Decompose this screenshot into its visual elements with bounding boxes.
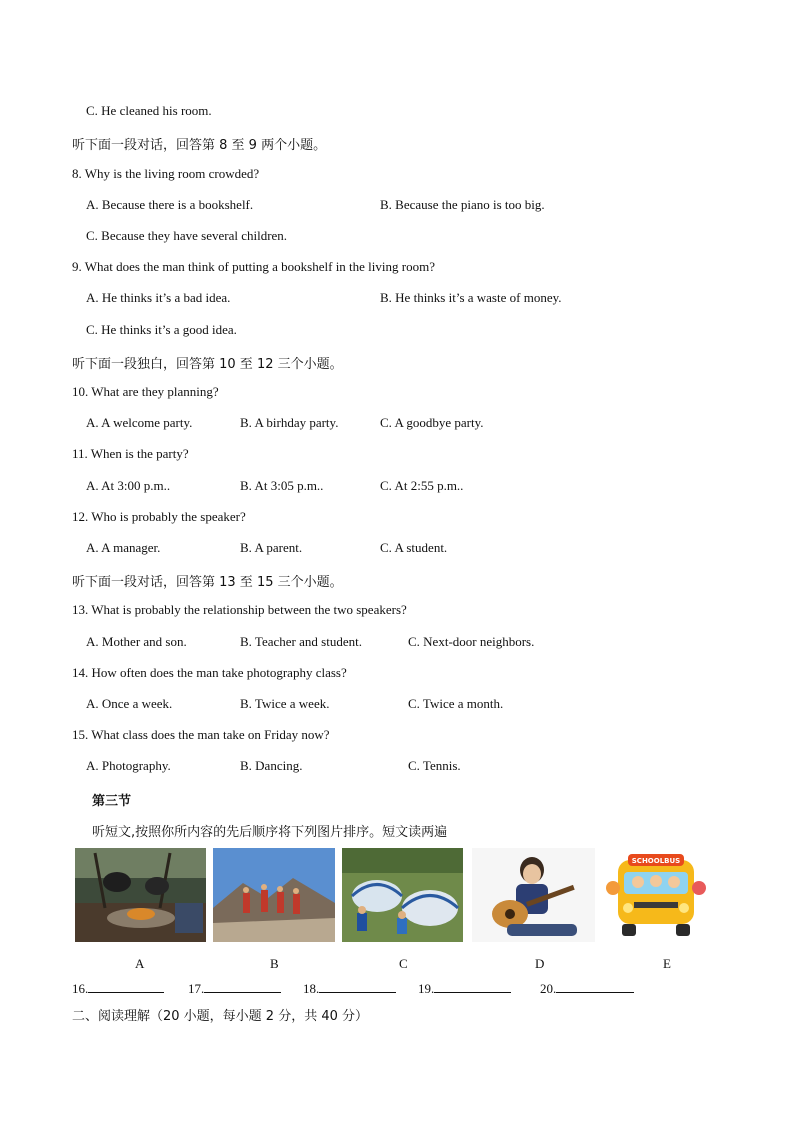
q10-option-a: A. A welcome party. <box>86 415 193 430</box>
section-2-heading: 二、阅读理解（20 小题，每小题 2 分，共 40 分） <box>72 1009 369 1024</box>
answer-line-20[interactable] <box>556 980 634 993</box>
section-heading-13-15: 听下面一段对话，回答第 13 至 15 三个小题。 <box>72 575 343 590</box>
q10-option-b: B. A birhday party. <box>240 415 339 430</box>
q15-stem: 15. What class does the man take on Friday now? <box>72 727 330 742</box>
q8-option-a: A. Because there is a bookshelf. <box>86 197 254 212</box>
q8-option-b: B. Because the piano is too big. <box>380 197 545 212</box>
answer-line-17[interactable] <box>204 980 281 993</box>
answer-number-16: 16. <box>72 981 89 996</box>
q12-option-a: A. A manager. <box>86 540 161 555</box>
school-bus-cartoon <box>604 848 708 942</box>
q10-stem: 10. What are they planning? <box>72 384 219 399</box>
q7-option-c: C. He cleaned his room. <box>86 103 212 118</box>
q14-option-c: C. Twice a month. <box>408 696 504 711</box>
q15-option-b: B. Dancing. <box>240 758 303 773</box>
q15-option-a: A. Photography. <box>86 758 171 773</box>
school-bus-sign: SCHOOLBUS <box>631 857 681 865</box>
boy-playing-guitar-photo <box>472 848 595 942</box>
q13-stem: 13. What is probably the relationship between the two speakers? <box>72 602 407 617</box>
section-heading-10-12: 听下面一段独白，回答第 10 至 12 三个小题。 <box>72 357 343 372</box>
answer-number-17: 17. <box>188 981 205 996</box>
hiking-group-photo <box>213 848 335 942</box>
q9-stem: 9. What does the man think of putting a bookshelf in the living room? <box>72 259 435 274</box>
q9-option-a: A. He thinks it’s a bad idea. <box>86 290 231 305</box>
q11-option-c: C. At 2:55 p.m.. <box>380 478 464 493</box>
q11-option-b: B. At 3:05 p.m.. <box>240 478 324 493</box>
picture-label-e: E <box>663 956 671 971</box>
q11-option-a: A. At 3:00 p.m.. <box>86 478 171 493</box>
picture-label-c: C <box>399 956 408 971</box>
q12-stem: 12. Who is probably the speaker? <box>72 509 246 524</box>
answer-number-19: 19. <box>418 981 435 996</box>
q12-option-b: B. A parent. <box>240 540 303 555</box>
answer-number-20: 20. <box>540 981 557 996</box>
q12-option-c: C. A student. <box>380 540 448 555</box>
q10-option-c: C. A goodbye party. <box>380 415 484 430</box>
q9-option-b: B. He thinks it’s a waste of money. <box>380 290 562 305</box>
answer-line-16[interactable] <box>88 980 164 993</box>
q9-option-c: C. He thinks it’s a good idea. <box>86 322 237 337</box>
picture-label-d: D <box>535 956 545 971</box>
q14-option-a: A. Once a week. <box>86 696 173 711</box>
picture-label-a: A <box>135 956 145 971</box>
q14-option-b: B. Twice a week. <box>240 696 330 711</box>
q8-option-c: C. Because they have several children. <box>86 228 288 243</box>
answer-blank-20[interactable] <box>540 980 634 997</box>
q13-option-b: B. Teacher and student. <box>240 634 362 649</box>
q13-option-a: A. Mother and son. <box>86 634 187 649</box>
answer-blank-19[interactable] <box>418 980 511 997</box>
section-heading-8-9: 听下面一段对话，回答第 8 至 9 两个小题。 <box>72 138 327 153</box>
q14-stem: 14. How often does the man take photography class? <box>72 665 347 680</box>
answer-line-18[interactable] <box>319 980 396 993</box>
q8-stem: 8. Why is the living room crowded? <box>72 166 260 181</box>
q13-option-c: C. Next-door neighbors. <box>408 634 535 649</box>
campfire-cooking-photo <box>75 848 206 942</box>
answer-blank-17[interactable] <box>188 980 281 997</box>
answer-blank-18[interactable] <box>303 980 396 997</box>
q11-stem: 11. When is the party? <box>72 446 189 461</box>
part3-title: 第三节 <box>92 794 132 809</box>
answer-number-18: 18. <box>303 981 320 996</box>
answer-line-19[interactable] <box>434 980 511 993</box>
camping-tents-photo <box>342 848 463 942</box>
part3-instruction: 听短文,按照你所内容的先后顺序将下列图片排序。短文读两遍 <box>92 825 448 840</box>
answer-blank-16[interactable] <box>72 980 164 997</box>
picture-label-b: B <box>270 956 279 971</box>
q15-option-c: C. Tennis. <box>408 758 461 773</box>
